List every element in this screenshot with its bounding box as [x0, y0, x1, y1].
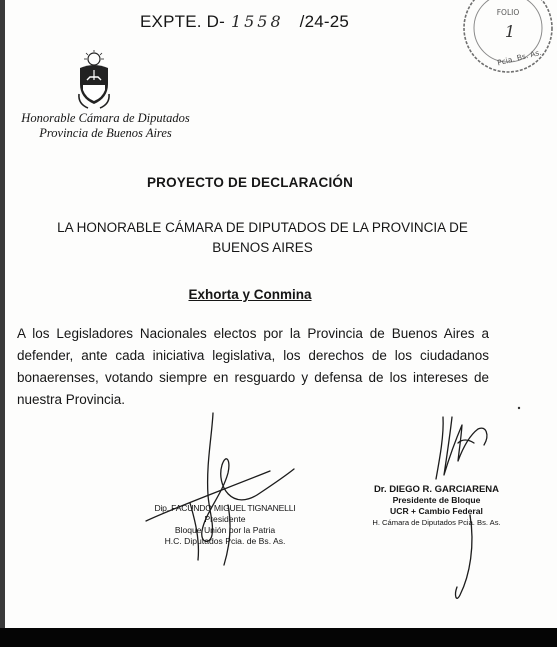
stamp-folio-number: 1 — [504, 22, 516, 41]
stamp-region: Pcia. Bs. As. — [496, 47, 543, 68]
institution-name — [18, 111, 193, 141]
signer-right-bloc: UCR + Cambio Federal — [390, 506, 483, 516]
declaration-text: A los Legisladores Nacionales electos por la Provincia de Buenos Aires a defender, ante cada iniciativa legislativa, los derechos de los ciudadanos bonaerenses, votando siempre en resguardo y defensa de los intereses de nuestra Provincia. — [17, 326, 489, 407]
declaration-action-heading: Exhorta y Conmina — [188, 287, 312, 302]
signature-block-left — [140, 503, 310, 547]
file-number-year: /24-25 — [299, 12, 350, 31]
file-number — [140, 12, 349, 32]
signature-block-right — [364, 484, 509, 528]
scan-bottom-border — [0, 628, 557, 647]
signature-right-icon — [444, 417, 487, 475]
signer-left-name: Dip. FACUNDO MIGUEL TIGNANELLI — [154, 503, 296, 513]
coat-of-arms-icon — [76, 50, 112, 110]
signer-left-chamber: H.C. Diputados Pcia. de Bs. As. — [164, 536, 286, 546]
signer-right-role: Presidente de Bloque — [392, 495, 481, 505]
issuing-body: LA HONORABLE CÁMARA DE DIPUTADOS DE LA PROVINCIA DE BUENOS AIRES — [57, 220, 468, 255]
document-type-heading: PROYECTO DE DECLARACIÓN — [146, 175, 354, 190]
signer-left-bloc: Bloque Unión por la Patria — [174, 525, 276, 535]
signer-left-role: Presidente — [204, 514, 246, 524]
file-number-prefix: EXPTE. D- — [140, 12, 225, 31]
signer-right-chamber: H. Cámara de Diputados Pcia. Bs. As. — [372, 518, 501, 527]
stamp-folio-label: FOLIO — [496, 8, 520, 17]
signer-right-name: Dr. DIEGO R. GARCIARENA — [373, 484, 500, 495]
folio-stamp — [458, 0, 554, 74]
institution-line-1: Honorable Cámara de Diputados — [21, 111, 190, 125]
file-number-value: 1558 — [230, 12, 284, 31]
institution-line-2: Provincia de Buenos Aires — [39, 126, 172, 140]
